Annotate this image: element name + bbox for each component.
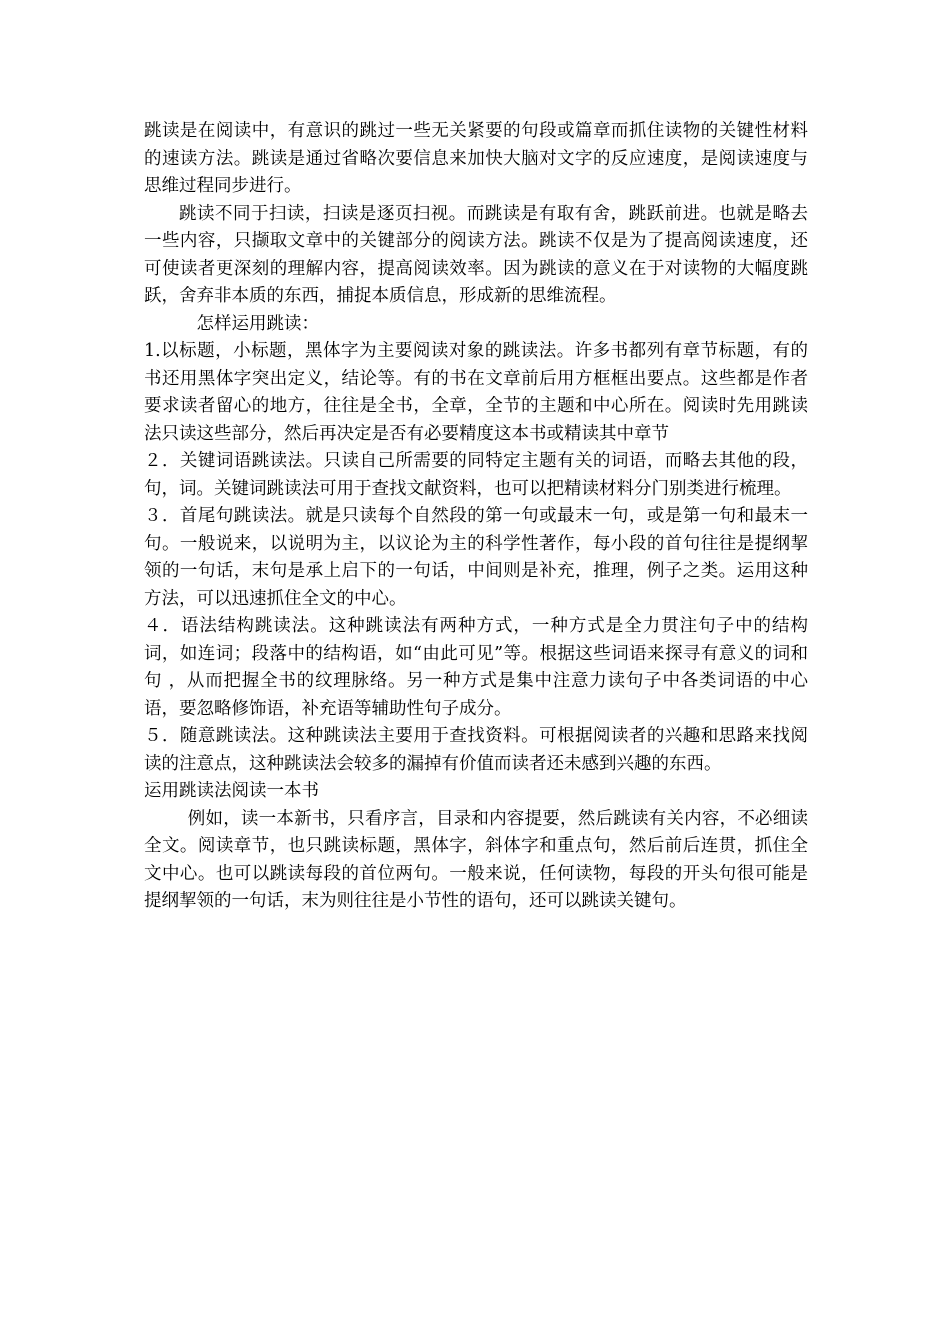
section-heading-book: 运用跳读法阅读一本书 bbox=[144, 781, 319, 801]
list-item-method-1: 1.以标题，小标题，黑体字为主要阅读对象的跳读法。许多书都列有章节标题，有的书还用黑体字突出定义，结论等。有的书在文章前后用方框框出要点。这些都是作者要求读者留心的地方，往往是全书，全章，全节的主题和中心所在。阅读时先用跳读法只读这些部分，然后再决定是否有必要精度这本书或精读其中章节 bbox=[144, 341, 808, 444]
paragraph-definition: 跳读是在阅读中，有意识的跳过一些无关紧要的句段或篇章而抓住读物的关键性材料的速读方法。跳读是通过省略次要信息来加快大脑对文字的反应速度，是阅读速度与思维过程同步进行。 bbox=[144, 121, 808, 196]
list-item-method-3: ３．首尾句跳读法。就是只读每个自然段的第一句或最末一句，或是第一句和最末一句。一般说来，以说明为主，以议论为主的科学性著作，每小段的首句往往是提纲挈领的一句话，末句是承上启下的一句话，中间则是补充，推理，例子之类。运用这种方法，可以迅速抓住全文的中心。 bbox=[144, 506, 808, 609]
section-heading-how-to: 怎样运用跳读： bbox=[196, 313, 319, 334]
paragraph-difference: 跳读不同于扫读，扫读是逐页扫视。而跳读是有取有舍，跳跃前进。也就是略去一些内容，只撷取文章中的关键部分的阅读方法。跳读不仅是为了提高阅读速度，还可使读者更深刻的理解内容，提高阅读效率。因为跳读的意义在于对读物的大幅度跳跃，舍弃非本质的东西，捕捉本质信息，形成新的思维流程。 bbox=[144, 203, 808, 306]
list-item-method-4: ４．语法结构跳读法。这种跳读法有两种方式，一种方式是全力贯注句子中的结构词，如连词；段落中的结构语，如“由此可见”等。根据这些词语来探寻有意义的词和句 ，从而把握全书的纹理脉络。另一种方式是集中注意力读句子中各类词语的中心语，要忽略修饰语，补充语等辅助性句子成分。 bbox=[144, 616, 808, 719]
paragraph-example: 例如，读一本新书，只看序言，目录和内容提要，然后跳读有关内容，不必细读全文。阅读章节，也只跳读标题，黑体字，斜体字和重点句，然后前后连贯，抓住全文中心。也可以跳读每段的首位两句。一般来说，任何读物，每段的开头句很可能是提纲挈领的一句话，末为则往往是小节性的语句，还可以跳读关键句。 bbox=[144, 808, 808, 911]
document-body bbox=[144, 118, 808, 916]
list-item-method-2: ２．关键词语跳读法。只读自己所需要的同特定主题有关的词语，而略去其他的段，句，词。关键词跳读法可用于查找文献资料，也可以把精读材料分门别类进行梳理。 bbox=[144, 451, 808, 499]
list-item-method-5: ５．随意跳读法。这种跳读法主要用于查找资料。可根据阅读者的兴趣和思路来找阅读的注意点，这种跳读法会较多的漏掉有价值而读者还未感到兴趣的东西。 bbox=[144, 726, 808, 774]
